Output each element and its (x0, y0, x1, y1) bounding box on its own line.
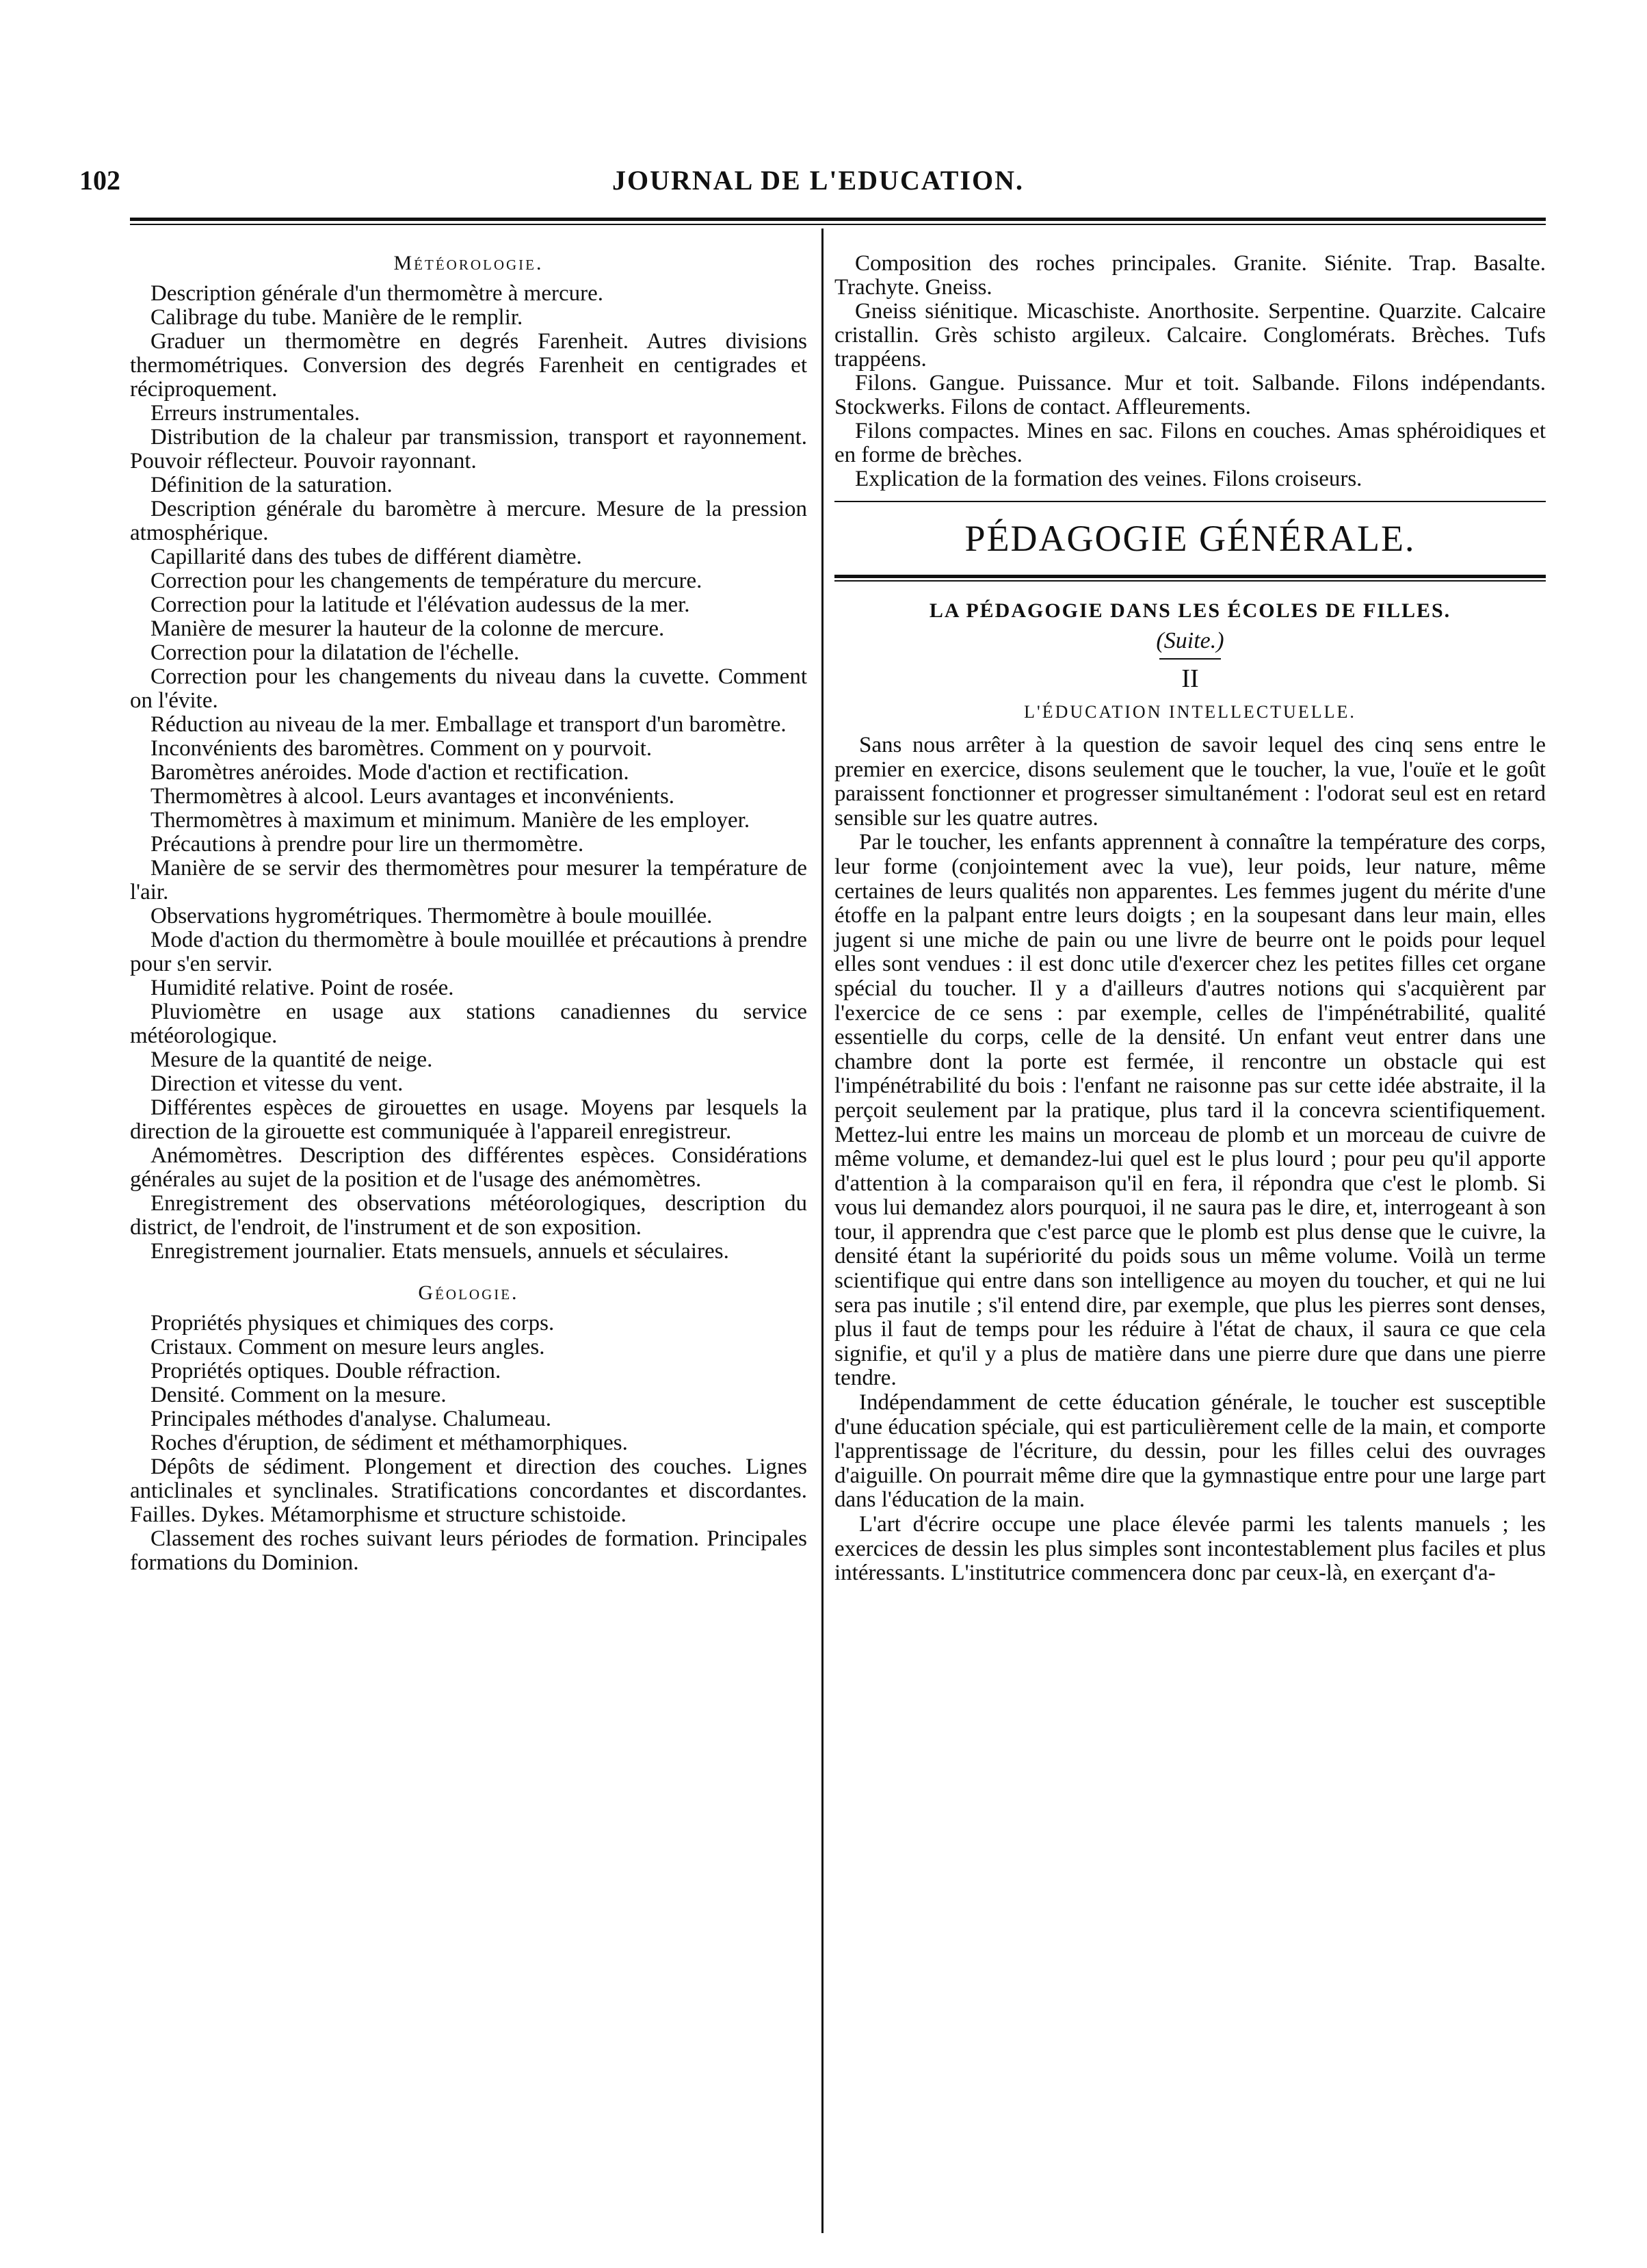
list-item: Pluviomètre en usage aux stations canadiennes du service météorologique. (130, 1000, 807, 1048)
list-item: Réduction au niveau de la mer. Emballage et transport d'un baromètre. (150, 712, 787, 737)
list-item: Erreurs instrumentales. (150, 401, 360, 426)
list-item: Thermomètres à alcool. Leurs avantages et inconvénients. (150, 784, 675, 809)
list-item: Mesure de la quantité de neige. (150, 1047, 433, 1072)
list-item: Enregistrement journalier. Etats mensuels, annuels et séculaires. (150, 1239, 729, 1264)
list-item: Différentes espèces de girouettes en usage. Moyens par lesquels la direction de la girouette est communiquée à l'appareil enregistreur. (130, 1095, 807, 1144)
article-suite: (Suite.) (1156, 628, 1224, 653)
list-item: Manière de se servir des thermomètres pour mesurer la température de l'air. (130, 856, 807, 904)
article-body (834, 733, 1546, 1586)
page-header (79, 164, 1557, 205)
list-item: Dépôts de sédiment. Plongement et direction des couches. Lignes anticlinales et synclinales. Stratifications concordantes et discordantes. Failles. Dykes. Métamorphisme et structure schistoide. (130, 1455, 807, 1527)
article-subtitle: L'ÉDUCATION INTELLECTUELLE. (1024, 702, 1356, 722)
list-item: Mode d'action du thermomètre à boule mouillée et précautions à prendre pour s'en servir. (130, 928, 807, 976)
article-paragraph: L'art d'écrire occupe une place élevée parmi les talents manuels ; les exercices de dessin les plus simples sont incontestablement plus faciles et plus intéressants. L'institutrice commencera donc par ceux-là, en exerçant d'a- (834, 1512, 1546, 1586)
list-item: Densité. Comment on la mesure. (150, 1383, 447, 1407)
list-item: Propriétés physiques et chimiques des corps. (150, 1311, 555, 1335)
article-paragraph: Par le toucher, les enfants apprennent à connaître la température des corps, leur forme (conjointement avec la vue), leur poids, leur nature, même certaines de leurs qualités non apparentes. Les femmes jugent du mérite d'une étoffe en la palpant entre leurs doigts ; en la soupesant dans leur main, elles jugent si une miche de pain ou une livre de beurre ont le poids pour lequel elles sont vendues : il est donc utile d'exercer chez les petites filles cet organe spécial du toucher. Il y a d'ailleurs d'autres notions qui s'acquièrent par l'exercice de ce sens : par exemple, celles de l'impénétrabilité, qualité essentielle du corps, celle de la densité. Un enfant veut entrer dans une chambre dont la porte est fermée, il rencontre un obstacle qui est l'impénétrabilité du bois : l'enfant ne raisonne pas sur cette idée abstraite, il la perçoit seulement par la pratique, plus tard il la concevra scientifiquement. Mettez-lui entre les mains un morceau de plomb et un morceau de cuivre de même volume, et demandez-lui quel est le plus lourd ; pour peu qu'il apporte d'attention à la comparaison qu'il en fera, il répondra que c'est le plomb. Si vous lui demandez alors pourquoi, il ne saura pas le dire, et, interrogeant à son tour, il apprendra que c'est parce que le plomb est plus dense que le cuivre, la densité étant la supériorité du poids sous un même volume. Voilà un terme scientifique qui entre dans son intelligence au moyen du toucher, et qui ne lui sera pas inutile ; s'il entend dire, par exemple, que plus les pierres sont denses, plus il faut de temps pour les réduire à l'état de chaux, il saura ce que cela signifie, et qu'il y a plus de matière dans une pierre dure que dans une pierre tendre. (834, 830, 1546, 1391)
meteorology-list (130, 282, 807, 1264)
list-item: Direction et vitesse du vent. (150, 1071, 404, 1096)
list-item: Enregistrement des observations météorologiques, description du district, de l'endroit, de l'instrument et de son exposition. (130, 1191, 807, 1240)
section-heading-rule (834, 575, 1546, 582)
list-item: Filons. Gangue. Puissance. Mur et toit. Salbande. Filons indépendants. Stockwerks. Filons de contact. Affleurements. (834, 371, 1546, 419)
section-rule (834, 501, 1546, 502)
list-item: Thermomètres à maximum et minimum. Manière de les employer. (150, 808, 750, 833)
section-title-meteorology: Météorologie. (393, 252, 544, 274)
article-paragraph: Indépendamment de cette éducation générale, le toucher est susceptible d'une éducation spéciale, qui est particulièrement celle de la main, et comporte l'apprentissage de l'écriture, du dessin, pour les filles celui des ouvrages d'aiguille. On pourrait même dire que la gymnastique entre pour une large part dans l'éducation de la main. (834, 1390, 1546, 1513)
list-item: Humidité relative. Point de rosée. (150, 976, 454, 1000)
list-item: Explication de la formation des veines. Filons croiseurs. (855, 467, 1362, 491)
list-item: Filons compactes. Mines en sac. Filons en couches. Amas sphéroidiques et en forme de brèches. (834, 419, 1546, 467)
list-item: Calibrage du tube. Manière de le remplir. (150, 305, 523, 330)
list-item: Composition des roches principales. Granite. Siénite. Trap. Basalte. Trachyte. Gneiss. (834, 251, 1546, 300)
list-item: Baromètres anéroides. Mode d'action et rectification. (150, 760, 629, 785)
list-item: Correction pour les changements de température du mercure. (150, 569, 702, 593)
list-item: Précautions à prendre pour lire un thermomètre. (150, 832, 584, 857)
left-column (130, 252, 807, 1575)
part-rule (1159, 658, 1221, 660)
section-heading: PÉDAGOGIE GÉNÉRALE. (964, 518, 1416, 559)
list-item: Description générale d'un thermomètre à mercure. (150, 281, 603, 306)
list-item: Inconvénients des baromètres. Comment on y pourvoit. (150, 736, 653, 761)
article-part-number: II (1181, 664, 1199, 693)
list-item: Observations hygrométriques. Thermomètre à boule mouillée. (150, 904, 713, 928)
list-item: Gneiss siénitique. Micaschiste. Anorthosite. Serpentine. Quarzite. Calcaire cristallin. Grès schisto argileux. Calcaire. Conglomérats. Brèches. Tufs trappéens. (834, 299, 1546, 372)
list-item: Propriétés optiques. Double réfraction. (150, 1359, 501, 1383)
list-item: Classement des roches suivant leurs périodes de formation. Principales formations du Dominion. (130, 1526, 807, 1575)
section-title-geology: Géologie. (418, 1281, 519, 1304)
article-paragraph: Sans nous arrêter à la question de savoir lequel des cinq sens entre le premier en exercice, disons seulement que le toucher, la vue, l'ouïe et le goût paraissent fonctionner et progresser simultanément : l'odorat seul est en retard sensible sur les quatre autres. (834, 733, 1546, 831)
list-item: Distribution de la chaleur par transmission, transport et rayonnement. Pouvoir réflecteur. Pouvoir rayonnant. (130, 425, 807, 473)
list-item: Capillarité dans des tubes de différent diamètre. (150, 545, 582, 569)
list-item: Manière de mesurer la hauteur de la colonne de mercure. (150, 616, 665, 641)
list-item: Correction pour la dilatation de l'échelle. (150, 640, 520, 665)
geology-continued-list (834, 252, 1546, 491)
header-rule (130, 218, 1546, 225)
list-item: Principales méthodes d'analyse. Chalumeau. (150, 1407, 552, 1431)
list-item: Roches d'éruption, de sédiment et méthamorphiques. (150, 1431, 628, 1455)
list-item: Définition de la saturation. (150, 473, 393, 497)
list-item: Graduer un thermomètre en degrés Farenheit. Autres divisions thermométriques. Conversion des degrés Farenheit en centigrades et réciproquement. (130, 329, 807, 402)
geology-list (130, 1312, 807, 1575)
right-column (834, 252, 1546, 1586)
list-item: Cristaux. Comment on mesure leurs angles. (150, 1335, 545, 1359)
list-item: Correction pour la latitude et l'élévation audessus de la mer. (150, 592, 690, 617)
column-divider (821, 229, 824, 2233)
list-item: Description générale du baromètre à mercure. Mesure de la pression atmosphérique. (130, 497, 807, 545)
article-title: LA PÉDAGOGIE DANS LES ÉCOLES DE FILLES. (929, 599, 1451, 622)
running-title: JOURNAL DE L'EDUCATION. (612, 165, 1024, 196)
list-item: Correction pour les changements du niveau dans la cuvette. Comment on l'évite. (130, 664, 807, 713)
list-item: Anémomètres. Description des différentes espèces. Considérations générales au sujet de la position et de l'usage des anémomètres. (130, 1143, 807, 1192)
page-number: 102 (79, 165, 120, 196)
